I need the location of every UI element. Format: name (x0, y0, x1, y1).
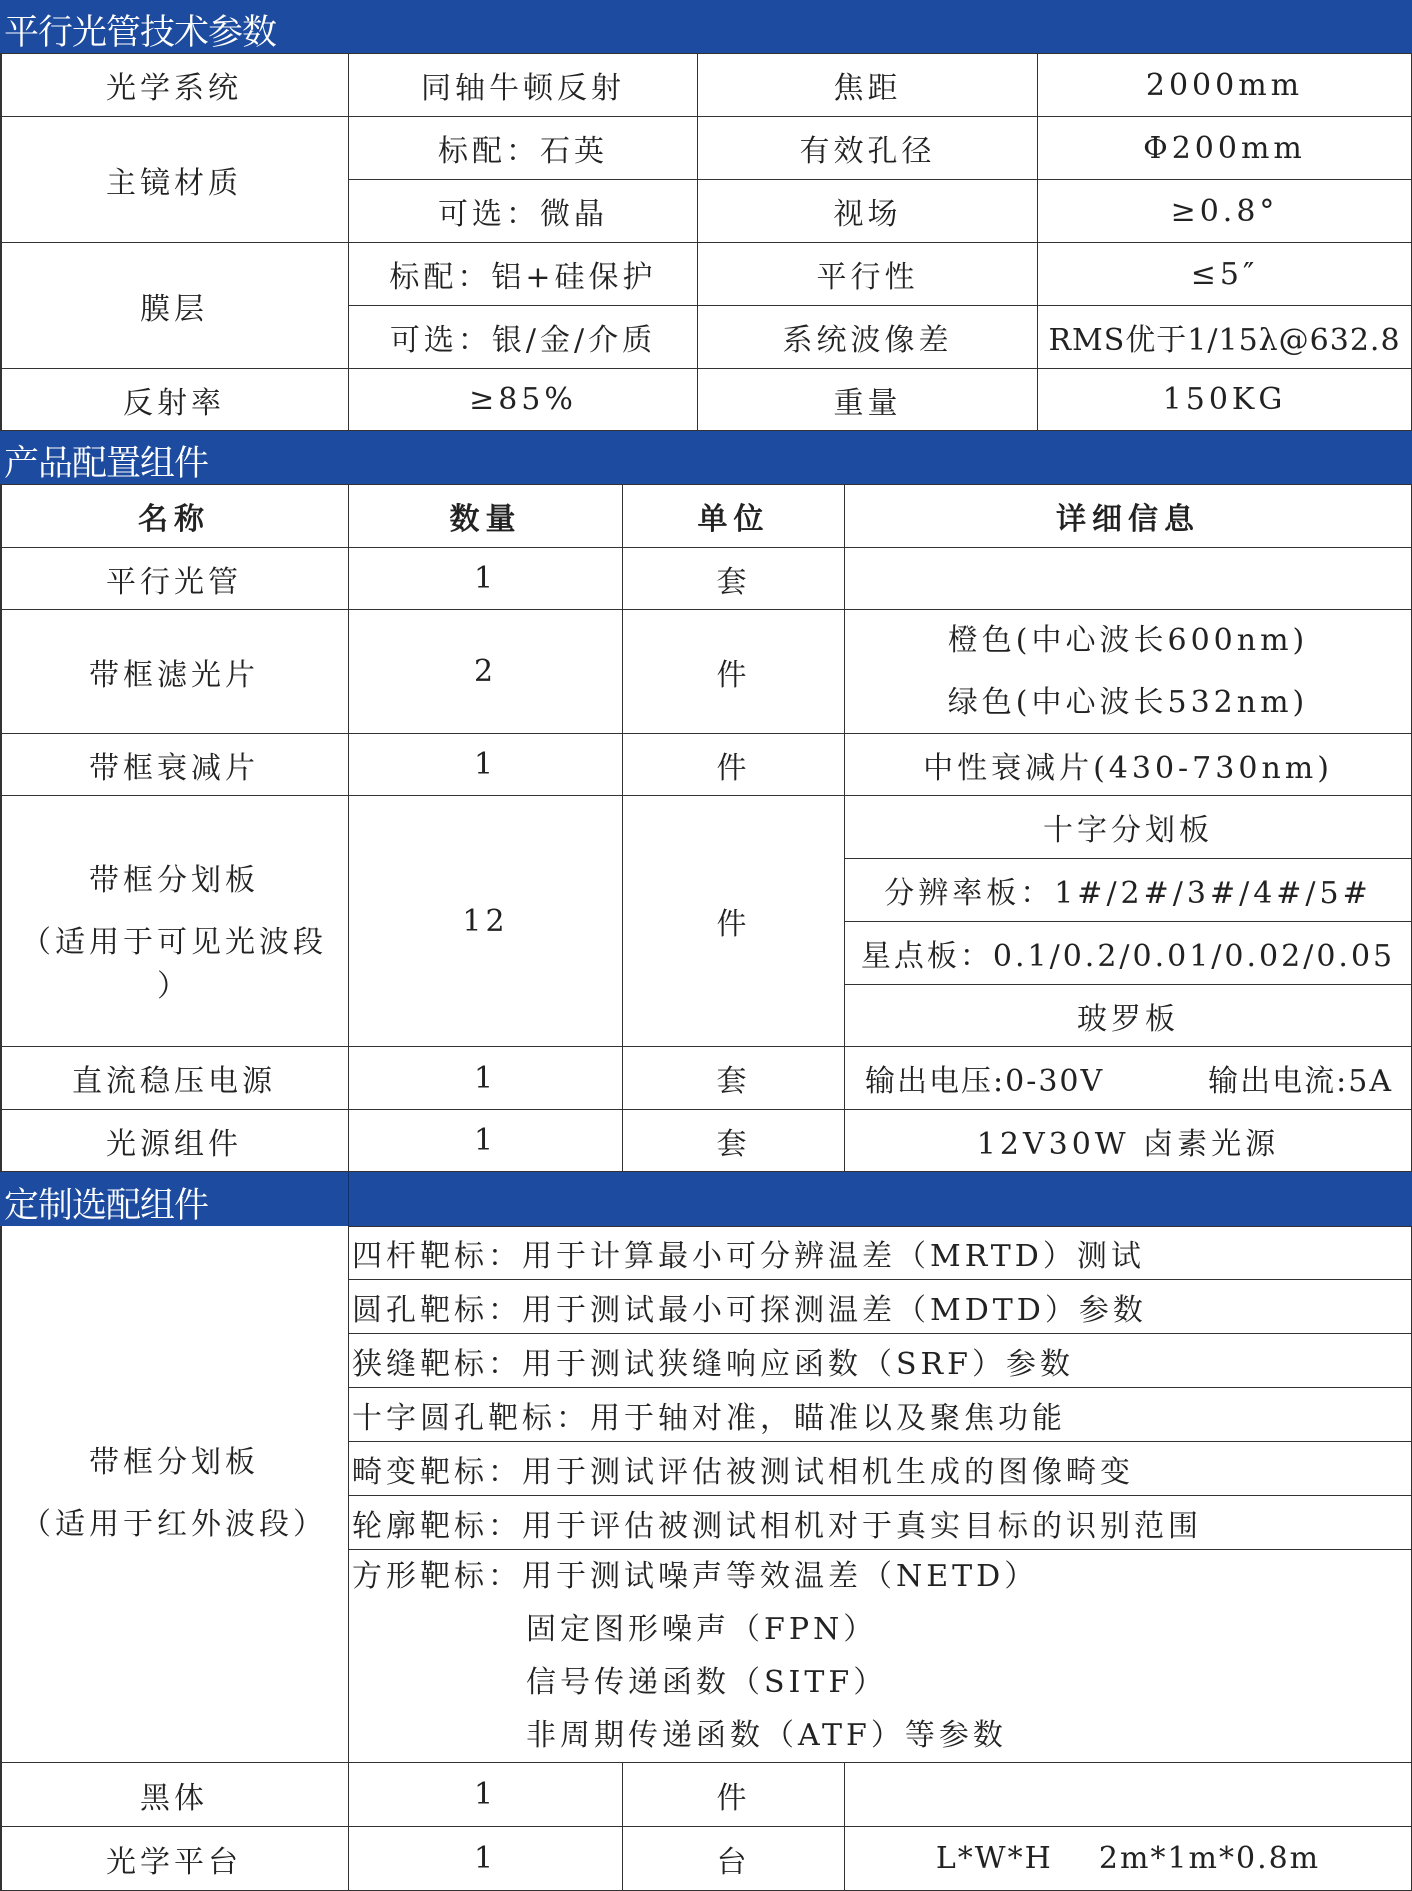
cell (0, 796, 349, 1047)
cell: 标配：铝+硅保护 (349, 243, 698, 306)
cell: Φ200mm (1038, 117, 1412, 180)
cell: 1 (349, 548, 623, 610)
cell: 件 (623, 610, 845, 734)
cell: 套 (623, 1047, 845, 1110)
column-header: 单位 (623, 484, 845, 548)
cell: 12V30W 卤素光源 (845, 1110, 1412, 1172)
name-line: （适用于可见光波段 (21, 925, 327, 960)
cell: ≤5″ (1038, 243, 1412, 306)
target-item: 狭缝靶标：用于测试狭缝响应函数（SRF）参数 (349, 1334, 1412, 1388)
cell (845, 1047, 1412, 1110)
cell: 1 (349, 1047, 623, 1110)
cell (845, 1763, 1412, 1827)
cell: 直流稳压电源 (0, 1047, 349, 1110)
cell: 中性衰减片(430-730nm) (845, 734, 1412, 796)
cell: ≥0.8° (1038, 180, 1412, 243)
cell: 件 (623, 796, 845, 1047)
cell: 膜层 (0, 243, 349, 369)
cell: 可选：微晶 (349, 180, 698, 243)
cell: 光源组件 (0, 1110, 349, 1172)
cell: 光学平台 (0, 1827, 349, 1891)
cell: 玻罗板 (845, 985, 1412, 1047)
section-header-config (0, 431, 1412, 484)
cell: 平行光管 (0, 548, 349, 610)
name-line: 带框分划板 (89, 1445, 259, 1480)
detail-line: 橙色(中心波长600nm) (947, 622, 1309, 658)
cell: 焦距 (698, 53, 1038, 117)
cell: 主镜材质 (0, 117, 349, 243)
cell: 套 (623, 548, 845, 610)
target-item: 十字圆孔靶标：用于轴对准，瞄准以及聚焦功能 (349, 1388, 1412, 1442)
cell: 视场 (698, 180, 1038, 243)
section-title: 平行光管技术参数 (4, 13, 277, 53)
cell: 标配：石英 (349, 117, 698, 180)
section-title: 定制选配组件 (4, 1186, 209, 1226)
cell: 1 (349, 1827, 623, 1891)
detail-voltage: 输出电压:0-30V (865, 1064, 1105, 1099)
cell: 系统波像差 (698, 306, 1038, 369)
cell: 同轴牛顿反射 (349, 53, 698, 117)
cell (845, 610, 1412, 734)
column-header: 数量 (349, 484, 623, 548)
cell: 反射率 (0, 369, 349, 431)
cell: 分辨率板：1#/2#/3#/4#/5# (845, 859, 1412, 922)
cell (0, 1226, 349, 1763)
cell: 有效孔径 (698, 117, 1038, 180)
section-header-tech (0, 0, 1412, 53)
cell: 件 (623, 734, 845, 796)
cell: 2000mm (1038, 53, 1412, 117)
cell: 星点板：0.1/0.2/0.01/0.02/0.05 (845, 922, 1412, 985)
target-item: 畸变靶标：用于测试评估被测试相机生成的图像畸变 (349, 1442, 1412, 1496)
name-line: （适用于红外波段） (21, 1507, 327, 1542)
cell: 台 (623, 1827, 845, 1891)
cell: 十字分划板 (845, 796, 1412, 859)
cell: RMS优于1/15λ@632.8 (1038, 306, 1412, 369)
target-item: 圆孔靶标：用于测试最小可探测温差（MDTD）参数 (349, 1280, 1412, 1334)
cell: L*W*H 2m*1m*0.8m (845, 1827, 1412, 1891)
name-line: 带框分划板 (89, 863, 259, 898)
cell: 带框衰减片 (0, 734, 349, 796)
target-item: 四杆靶标：用于计算最小可分辨温差（MRTD）测试 (349, 1226, 1412, 1280)
section-header-custom (0, 1172, 1412, 1226)
cell: 重量 (698, 369, 1038, 431)
cell: 可选：银/金/介质 (349, 306, 698, 369)
cell: 1 (349, 1763, 623, 1827)
detail-line: 绿色(中心波长532nm) (947, 684, 1309, 720)
column-header: 详细信息 (845, 484, 1412, 548)
column-header: 名称 (0, 484, 349, 548)
cell: ≥85% (349, 369, 698, 431)
name-line: ） (157, 969, 191, 1004)
detail-current: 输出电流:5A (1208, 1064, 1393, 1099)
cell: 带框滤光片 (0, 610, 349, 734)
square-line: 信号传递函数（SITF） (526, 1665, 888, 1700)
cell: 件 (623, 1763, 845, 1827)
cell: 12 (349, 796, 623, 1047)
cell (845, 548, 1412, 610)
cell: 光学系统 (0, 53, 349, 117)
cell: 平行性 (698, 243, 1038, 306)
target-item: 轮廓靶标：用于评估被测试相机对于真实目标的识别范围 (349, 1496, 1412, 1550)
cell: 1 (349, 734, 623, 796)
cell: 黑体 (0, 1763, 349, 1827)
target-item-square (349, 1550, 1412, 1763)
square-line: 固定图形噪声（FPN） (526, 1612, 878, 1647)
cell: 套 (623, 1110, 845, 1172)
section-title: 产品配置组件 (4, 444, 209, 484)
header-divider (348, 1172, 349, 1226)
cell: 1 (349, 1110, 623, 1172)
square-line: 方形靶标：用于测试噪声等效温差（NETD） (352, 1559, 1039, 1594)
cell: 150KG (1038, 369, 1412, 431)
cell: 2 (349, 610, 623, 734)
square-line: 非周期传递函数（ATF）等参数 (526, 1718, 1007, 1753)
